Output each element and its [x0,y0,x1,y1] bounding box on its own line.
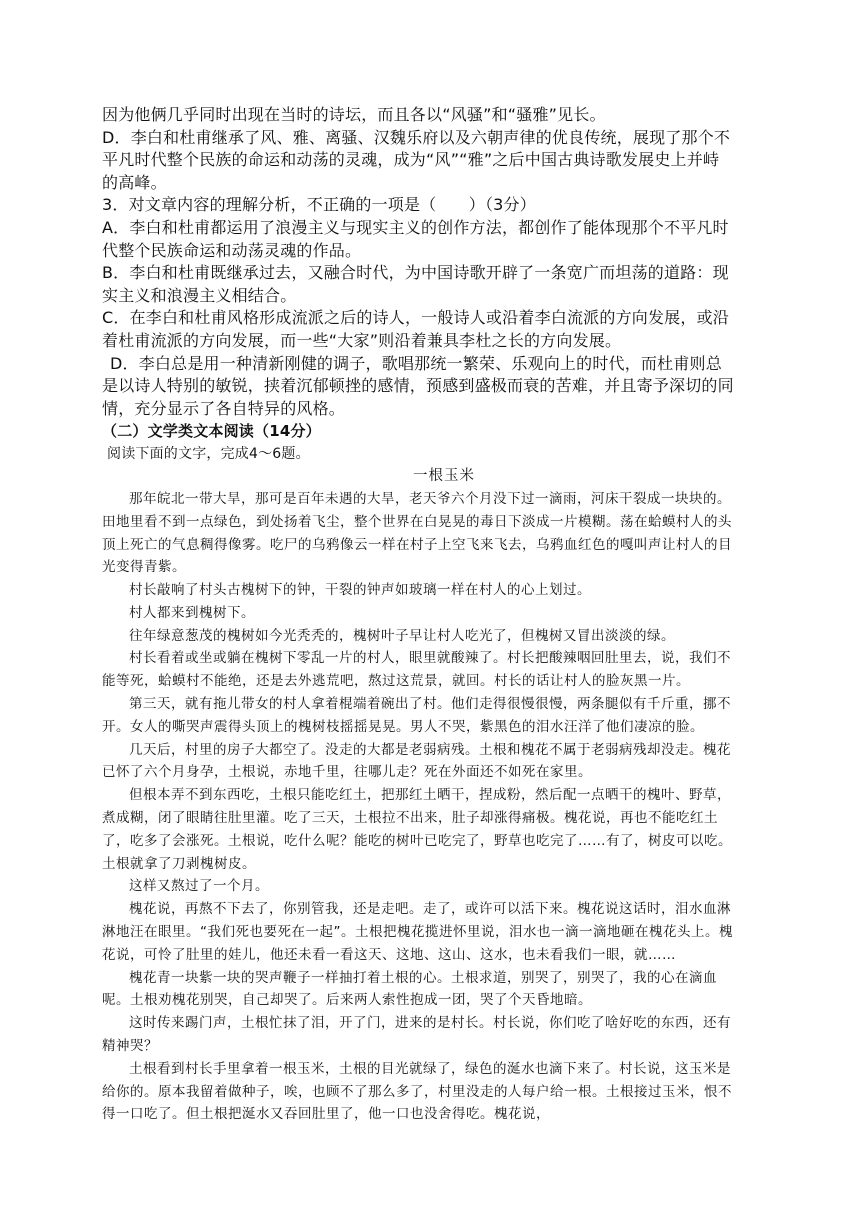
question-3-stem: 3．对文章内容的理解分析，不正确的一项是（ ）（3分） [102,195,536,215]
option-c: C．在李白和杜甫风格形成流派之后的诗人，一般诗人或沿着李白流派的方向发展，或沿着杜甫流派的方向发展，而一些“大家”则沿着兼具李杜之长的方向发展。 [102,308,729,350]
question-section [102,104,734,420]
option-d: D．李白总是用一种清新刚健的调子，歌唱那统一繁荣、乐观向上的时代，而杜甫则总是以诗人特别的敏锐，挟着沉郁顿挫的感情，预感到盛极而衰的苦难，并且寄予深切的同情，充分显示了各自特异的风格。 [102,353,734,418]
story-paragraph: 土根看到村长手里拿着一根玉米，土根的目光就绿了，绿色的涎水也滴下来了。村长说，这玉米是给你的。原本我留着做种子，唉，也顾不了那么多了，村里没走的人每户给一根。土根接过玉米，恨不得一口吃了。但土根把涎水又吞回肚里了，他一口也没舍得吃。槐花说， [102,1060,732,1123]
text-line: 因为他俩几乎同时出现在当时的诗坛，而且各以“风骚”和“骚雅”见长。 [102,105,606,124]
section-heading: （二）文学类文本阅读（14分） [102,422,321,441]
story-paragraph: 这时传来踢门声，土根忙抹了泪，开了门，进来的是村长。村长说，你们吃了啥好吃的东西，还有精神哭？ [102,1015,731,1055]
option-b: B．李白和杜甫既继承过去，又融合时代，为中国诗歌开辟了一条宽广而坦荡的道路：现实主义和浪漫主义相结合。 [102,263,729,305]
story-paragraph: 村长看着或坐或躺在槐树下零乱一片的村人，眼里就酸辣了。村长把酸辣咽回肚里去，说，我们不能等死，蛤蟆村不能绝，还是去外逃荒吧，熬过这荒景，就回。村长的话让村人的脸灰黑一片。 [102,650,731,690]
story-body [102,488,734,1126]
story-paragraph: 几天后，村里的房子大都空了。没走的大都是老弱病残。土根和槐花不属于老弱病残却没走。槐花已怀了六个月身孕，土根说，赤地千里，往哪儿走？死在外面还不如死在家里。 [102,741,731,781]
story-title: 一根玉米 [413,467,475,484]
story-paragraph: 这样又熬过了一个月。 [129,878,269,895]
story-paragraph: 槐花说，再熬不下去了，你别管我，还是走吧。走了，或许可以活下来。槐花说这话时，泪水血淋淋地汪在眼里。“我们死也要死在一起”。土根把槐花揽进怀里说，泪水也一滴一滴地砸在槐花头上。槐花说，可怜了肚里的娃儿，他还未看一看这天、这地、这山、这水，也未看我们一眼，就…… [102,901,733,963]
story-paragraph: 第三天，就有拖儿带女的村人拿着棍端着碗出了村。他们走得很慢很慢，两条腿似有千斤重，挪不开。女人的嘶哭声震得头顶上的槐树枝摇摇晃晃。男人不哭，紫黑色的泪水汪洋了他们凄凉的脸。 [102,696,731,735]
story-paragraph: 村长敲响了村头古槐树下的钟，干裂的钟声如玻璃一样在村人的心上划过。 [129,582,591,599]
story-paragraph: 但根本弄不到东西吃，土根只能吃红土，把那红土晒干，捏成粉，然后配一点晒干的槐叶、野草，煮成糊，闭了眼睛往肚里灌。吃了三天，土根拉不出来，肚子却涨得痛极。槐花说，再也不能吃红土了，吃多了会涨死。土根说，吃什么呢？能吃的树叶已吃完了，野草也吃完了……有了，树皮可以吃。土根就拿了刀剥槐树皮。 [102,787,732,872]
document-page [102,104,734,1126]
story-paragraph: 槐花青一块紫一块的哭声鞭子一样抽打着土根的心。土根求道，别哭了，别哭了，我的心在滴血呢。土根劝槐花别哭，自己却哭了。后来两人索性抱成一团，哭了个天昏地暗。 [102,969,717,1009]
story-paragraph: 村人都来到槐树下。 [129,604,255,621]
story-paragraph: 那年皖北一带大旱，那可是百年未遇的大旱，老天爷六个月没下过一滴雨，河床干裂成一块块的。田地里看不到一点绿色，到处扬着飞尘，整个世界在白晃晃的毒日下淡成一片模糊。荡在蛤蟆村人的头顶上死亡的气息稠得像雾。吃尸的乌鸦像云一样在村子上空飞来飞去，乌鸦血红色的嘎叫声让村人的目光变得青紫。 [102,490,732,576]
story-paragraph: 往年绿意葱茂的槐树如今光秃秃的，槐树叶子早让村人吃光了，但槐树又冒出淡淡的绿。 [129,627,675,644]
option-d-previous: D．李白和杜甫继承了风、雅、离骚、汉魏乐府以及六朝声律的优良传统，展现了那个不平凡时代整个民族的命运和动荡的灵魂，成为“风”“雅”之后中国古典诗歌发展史上并峙的高峰。 [102,127,731,192]
reading-instruction: 阅读下面的文字，完成4～6题。 [107,445,310,462]
option-a: A．李白和杜甫都运用了浪漫主义与现实主义的创作方法，都创作了能体现那个不平凡时代整个民族命运和动荡灵魂的作品。 [102,217,729,260]
